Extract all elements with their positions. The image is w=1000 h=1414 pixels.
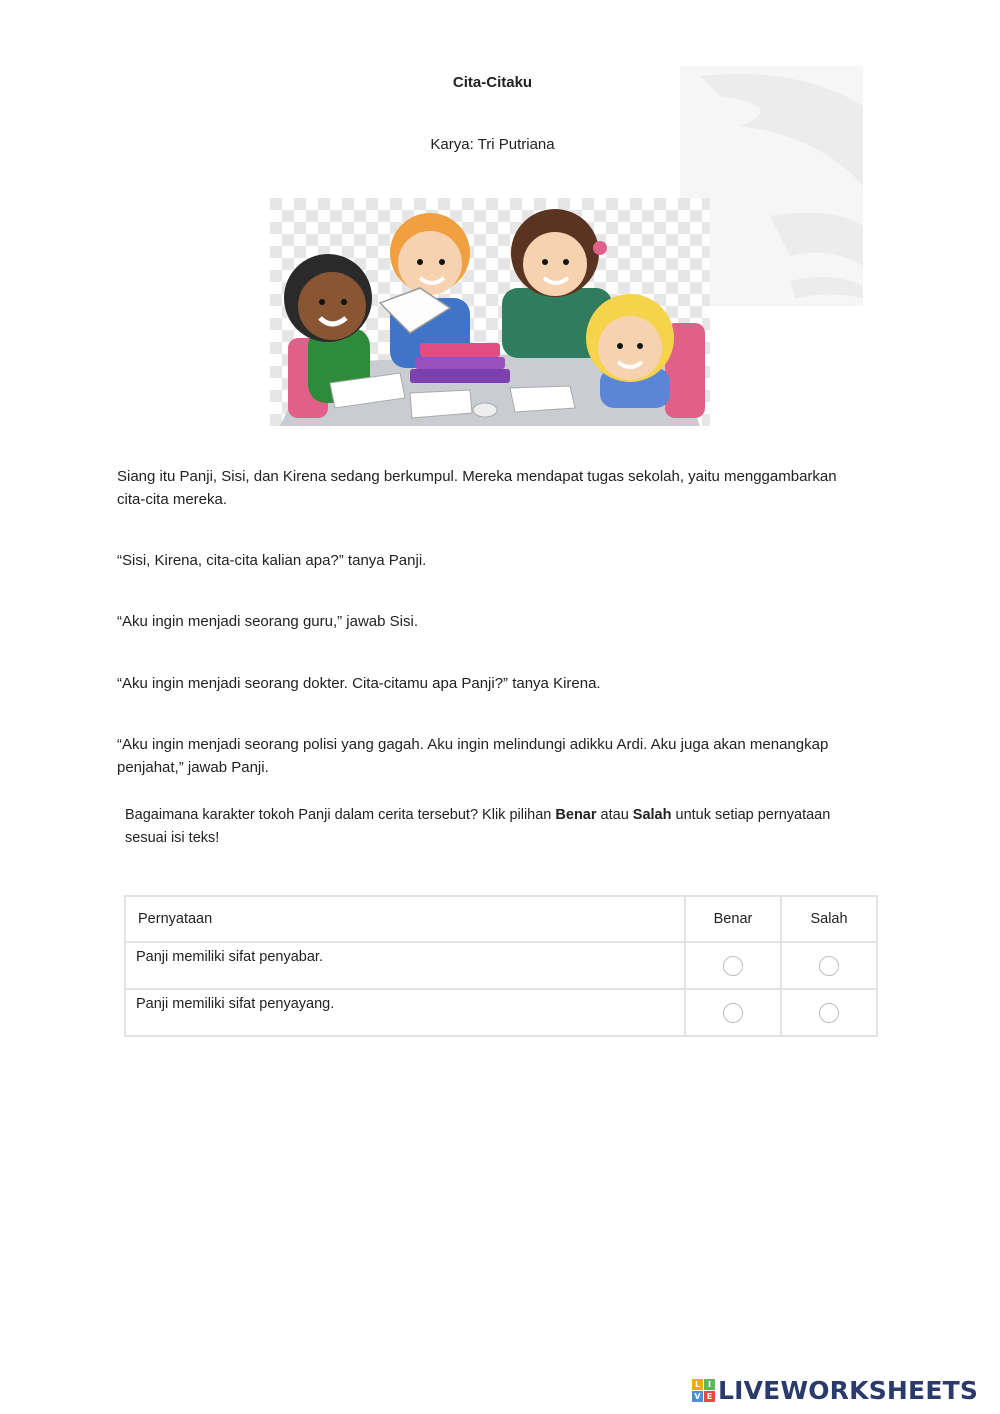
header-false: Salah [781,896,877,942]
statement-cell: Panji memiliki sifat penyabar. [125,942,685,989]
table-header-row [125,896,877,942]
logo-letter: I [704,1379,715,1390]
radio-false-row-1[interactable] [819,956,839,976]
author-line: Karya: Tri Putriana [430,136,555,153]
logo-letter: E [704,1391,715,1402]
instruction-text: Bagaimana karakter tokoh Panji dalam cerita tersebut? Klik pilihan [125,807,556,823]
radio-true-row-1[interactable] [723,956,743,976]
children-studying-illustration [270,198,710,426]
true-false-table [124,895,878,1037]
true-option-cell [685,942,781,989]
true-option-cell [685,989,781,1036]
story-paragraph: Siang itu Panji, Sisi, dan Kirena sedang berkumpul. Mereka mendapat tugas sekolah, yaitu menggambarkan cita-cita mereka. [117,468,837,508]
story-paragraph: “Sisi, Kirena, cita-cita kalian apa?” tanya Panji. [117,552,427,569]
table-row [125,942,877,989]
header-statement: Pernyataan [125,896,685,942]
false-option-cell [781,989,877,1036]
logo-letter: V [692,1391,703,1402]
question-instruction [125,804,865,850]
header-true: Benar [685,896,781,942]
radio-true-row-2[interactable] [723,1003,743,1023]
logo-text: LIVEWORKSHEETS [718,1375,979,1405]
story-paragraph: “Aku ingin menjadi seorang polisi yang gagah. Aku ingin melindungi adikku Ardi. Aku juga akan menangkap penjahat,” jawab Panji. [117,736,829,776]
logo-letter: L [692,1379,703,1390]
radio-false-row-2[interactable] [819,1003,839,1023]
instruction-text: untuk setiap pernyataan sesuai isi teks! [125,807,831,846]
instruction-text: atau [596,807,633,823]
story-paragraph: “Aku ingin menjadi seorang guru,” jawab Sisi. [117,613,418,630]
instruction-bold-false: Salah [632,807,672,823]
page-title: Cita-Citaku [452,74,533,91]
story-paragraph: “Aku ingin menjadi seorang dokter. Cita-citamu apa Panji?” tanya Kirena. [117,675,601,692]
false-option-cell [781,942,877,989]
instruction-bold-true: Benar [555,807,597,823]
logo-grid-icon [692,1379,715,1402]
liveworksheets-logo [692,1374,978,1406]
statement-cell: Panji memiliki sifat penyayang. [125,989,685,1036]
table-row [125,989,877,1036]
